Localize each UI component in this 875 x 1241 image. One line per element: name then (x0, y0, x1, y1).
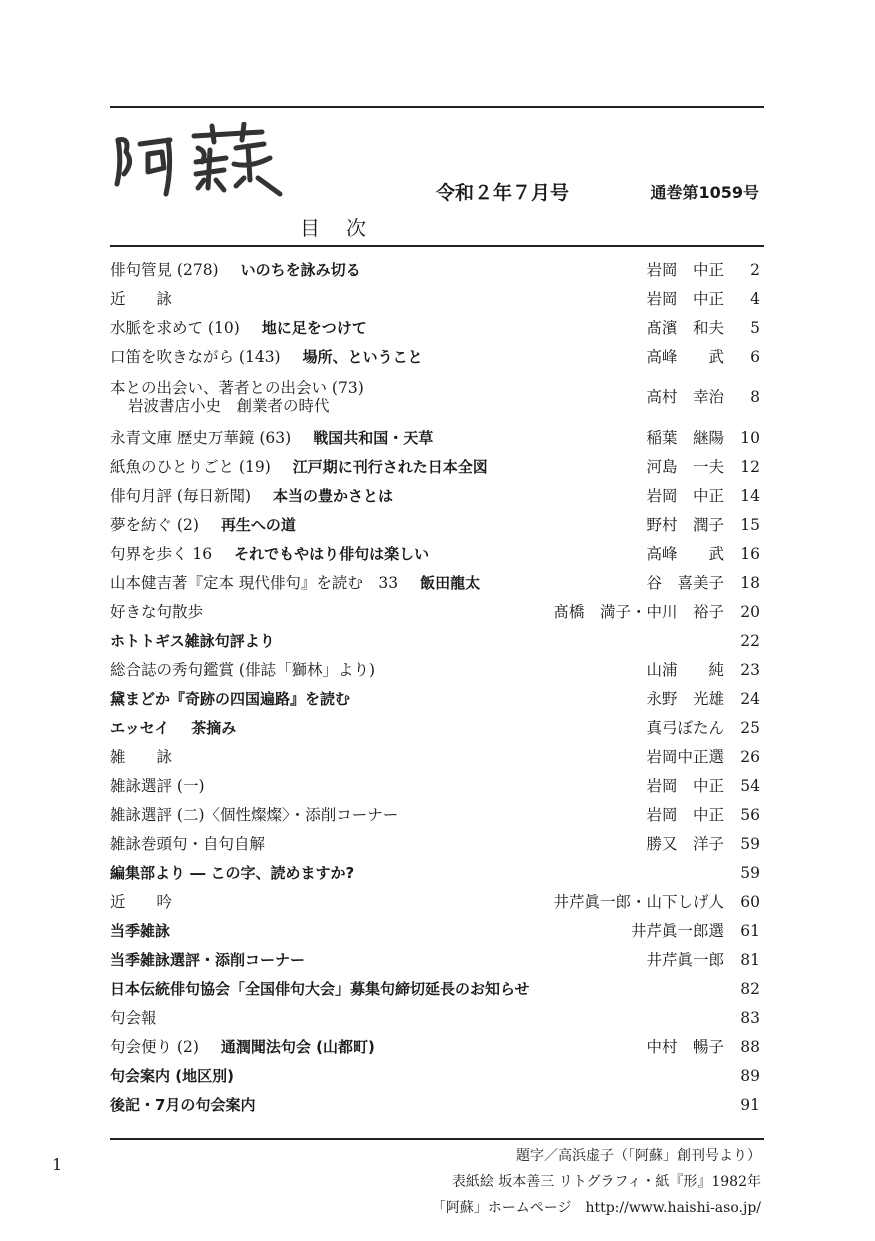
toc-entry-title (110, 262, 638, 280)
toc-entry-author: 山浦 純 (646, 660, 724, 679)
toc-title-text: 山本健吉著『定本 現代俳句』を読む 33 (110, 574, 399, 592)
toc-entry-title (110, 488, 638, 506)
toc-entry-page: 20 (740, 602, 760, 621)
toc-entry-title (110, 459, 638, 477)
toc-entry[interactable] (110, 627, 760, 656)
toc-title-text: 編集部より ― この字、読めますか? (110, 864, 355, 882)
toc-entry-author: 永野 光雄 (646, 689, 724, 708)
toc-entry[interactable] (110, 859, 760, 888)
toc-entry-title (110, 952, 638, 970)
toc-entry-page: 25 (740, 718, 760, 737)
toc-title-text: 雑詠選評 (二)〈個性燦燦〉・添削コーナー (110, 806, 399, 824)
toc-title-text: 好きな句散歩 (110, 603, 204, 621)
header-rule (110, 245, 764, 247)
toc-entry-author: 高峰 武 (646, 544, 724, 563)
toc-entry-page: 15 (740, 515, 760, 534)
toc-entry-title (110, 923, 623, 941)
toc-entry-author: 勝又 洋子 (646, 834, 724, 853)
toc-entry-page: 18 (740, 573, 760, 592)
toc-entry[interactable] (110, 424, 760, 453)
toc-title-text: 紙魚のひとりごと (19) (110, 458, 271, 476)
toc-entry-title (110, 380, 638, 416)
toc-entry[interactable] (110, 888, 760, 917)
homepage-link[interactable]: 「阿蘇」ホームページ http://www.haishi-aso.jp/ (431, 1200, 761, 1216)
toc-subtitle-text: 通潤聞法句会 (山都町) (220, 1038, 375, 1056)
toc-entry[interactable] (110, 540, 760, 569)
toc-entry-page: 83 (740, 1008, 760, 1027)
toc-subtitle-text: いのちを詠み切る (240, 261, 361, 279)
cover-credit: 表紙絵 坂本善三 リトグラフィ・紙『形』1982年 (451, 1174, 761, 1190)
toc-entry-page: 89 (740, 1066, 760, 1085)
toc-subtitle-text: 本当の豊かさとは (273, 487, 394, 505)
toc-entry[interactable] (110, 830, 760, 859)
toc-subtitle-text: 茶摘み (191, 719, 237, 737)
toc-entry-title (110, 981, 716, 999)
credits (432, 1143, 761, 1221)
toc-title-text: 句会案内 (地区別) (110, 1067, 234, 1085)
toc-entry[interactable] (110, 256, 760, 285)
toc-entry-page: 88 (740, 1037, 760, 1056)
top-rule (110, 106, 764, 108)
toc-entry-author: 高村 幸治 (646, 388, 724, 407)
toc-entry-title (110, 320, 638, 338)
toc-entry-title (110, 430, 638, 448)
toc-title-text: 句会報 (110, 1009, 157, 1027)
toc-entry-title (110, 1097, 716, 1115)
toc-entry-author: 岩岡 中正 (646, 289, 724, 308)
toc-title-text: エッセイ (110, 719, 170, 737)
toc-entry-title (110, 517, 638, 535)
toc-title-text: 近 吟 (110, 893, 173, 911)
toc-entry-author: 岩岡中正選 (646, 747, 724, 766)
toc-title-text: 句界を歩く 16 (110, 545, 213, 563)
toc-heading: 目次 (300, 216, 392, 240)
toc-entry-author: 井芹眞一郎選 (630, 921, 724, 940)
toc-entry[interactable] (110, 482, 760, 511)
toc-entry[interactable] (110, 1062, 760, 1091)
toc-entry-title (110, 575, 638, 593)
toc-entry-author: 髙濱 和夫 (646, 318, 724, 337)
toc-entry[interactable] (110, 1004, 760, 1033)
toc-entry-page: 16 (740, 544, 760, 563)
toc-entry[interactable] (110, 917, 760, 946)
toc-entry[interactable] (110, 946, 760, 975)
toc-entry-author: 河島 一夫 (646, 457, 724, 476)
toc-entry[interactable] (110, 372, 760, 424)
toc-title-text: 水脈を求めて (10) (110, 319, 240, 337)
toc-entry-page: 6 (750, 347, 760, 366)
toc-title-text: 俳句月評 (毎日新聞) (110, 487, 252, 505)
toc-subtitle-text: 地に足をつけて (261, 319, 367, 337)
toc-entry-title (110, 1010, 716, 1028)
toc-entry[interactable] (110, 343, 760, 372)
toc-entry-author: 髙橋 満子・中川 裕子 (553, 602, 724, 621)
toc-entry-author: 井芹眞一郎・山下しげ人 (553, 892, 724, 911)
toc-entry-title (110, 604, 545, 622)
toc-entry-title (110, 778, 638, 796)
toc-entry-title (110, 691, 638, 709)
toc-title-text: 口笛を吹きながら (143) (110, 348, 281, 366)
toc-entry-title (110, 1068, 716, 1086)
toc-entry[interactable] (110, 285, 760, 314)
toc-subtitle-text: 再生への道 (220, 516, 296, 534)
issue-date: 令和２年７月号 (436, 182, 570, 204)
toc-entry-author: 岩岡 中正 (646, 776, 724, 795)
toc-entry-page: 24 (740, 689, 760, 708)
toc-title-text: 本との出会い、著者との出会い (73) (110, 380, 364, 398)
toc-entry-page: 14 (740, 486, 760, 505)
toc-entry-title (110, 291, 638, 309)
toc-title-text: 雑詠選評 (一) (110, 777, 205, 795)
toc-title-text: 句会便り (2) (110, 1038, 199, 1056)
toc-entry[interactable] (110, 656, 760, 685)
toc-subtitle-text: 江戸期に刊行された日本全図 (292, 458, 488, 476)
toc-subtitle-text: 飯田龍太 (420, 574, 481, 592)
toc-entry[interactable] (110, 714, 760, 743)
toc-entry[interactable] (110, 685, 760, 714)
toc-title-text: 黛まどか『奇跡の四国遍路』を読む (110, 690, 351, 708)
toc-entry-title (110, 720, 638, 738)
toc-entry[interactable] (110, 975, 760, 1004)
toc-title-text: 日本伝統俳句協会「全国俳句大会」募集句締切延長のお知らせ (110, 980, 530, 998)
toc-entry[interactable] (110, 314, 760, 343)
toc-entry-page: 82 (740, 979, 760, 998)
toc-entry[interactable] (110, 801, 760, 830)
title-credit: 題字／高浜虚子（「阿蘇」創刊号より） (516, 1148, 761, 1164)
toc-title-text: ホトトギス雑詠句評より (110, 632, 275, 650)
toc-entry-page: 91 (740, 1095, 760, 1114)
toc-entry-author: 岩岡 中正 (646, 260, 724, 279)
toc-entry-page: 5 (750, 318, 760, 337)
toc-entry-page: 10 (740, 428, 760, 447)
toc-entry-author: 稲葉 継陽 (646, 428, 724, 447)
toc-title-text: 近 詠 (110, 290, 173, 308)
toc-title-text: 夢を紡ぐ (2) (110, 516, 199, 534)
toc-entry[interactable] (110, 1033, 760, 1062)
toc-entry[interactable] (110, 772, 760, 801)
toc-title-text: 後記・7月の句会案内 (110, 1096, 256, 1114)
toc-entry-author: 真弓ぼたん (646, 718, 724, 737)
toc-entry-page: 12 (740, 457, 760, 476)
toc-entry-page: 22 (740, 631, 760, 650)
toc-entry-title (110, 1039, 638, 1057)
toc-entry-title (110, 349, 638, 367)
toc-entry-author: 野村 潤子 (646, 515, 724, 534)
toc-entry-title (110, 546, 638, 564)
toc-entry-title (110, 633, 716, 651)
toc-title-text: 永青文庫 歴史万華鏡 (63) (110, 429, 292, 447)
toc-title-text: 総合誌の秀句鑑賞 (俳誌「獅林」より) (110, 661, 376, 679)
toc-title-text: 当季雑詠 (110, 922, 171, 940)
toc-title-text: 雑 詠 (110, 748, 173, 766)
toc-entry-author: 谷 喜美子 (646, 573, 724, 592)
toc-entry[interactable] (110, 743, 760, 772)
toc-entry-author: 高峰 武 (646, 347, 724, 366)
toc-entry-page: 59 (740, 834, 760, 853)
table-of-contents (110, 256, 760, 1120)
toc-entry[interactable] (110, 453, 760, 482)
toc-entry-page: 54 (740, 776, 760, 795)
toc-title-text: 雑詠巻頭句・自句自解 (110, 835, 266, 853)
toc-entry-page: 4 (750, 289, 760, 308)
toc-entry-title (110, 807, 638, 825)
toc-entry-title (110, 865, 716, 883)
toc-title-text: 当季雑詠選評・添削コーナー (110, 951, 306, 969)
volume-number: 通巻第1059号 (650, 183, 759, 202)
toc-entry[interactable] (110, 1091, 760, 1120)
toc-entry-page: 56 (740, 805, 760, 824)
toc-entry-page: 59 (740, 863, 760, 882)
toc-entry[interactable] (110, 511, 760, 540)
toc-entry-author: 井芹眞一郎 (646, 950, 724, 969)
bottom-rule (110, 1138, 764, 1140)
toc-entry[interactable] (110, 598, 760, 627)
toc-subtitle-text: 戦国共和国・天草 (313, 429, 434, 447)
toc-entry-author: 岩岡 中正 (646, 805, 724, 824)
toc-entry-page: 81 (740, 950, 760, 969)
toc-entry-title (110, 749, 638, 767)
toc-entry-author: 中村 暢子 (646, 1037, 724, 1056)
toc-title-text: 俳句管見 (278) (110, 261, 219, 279)
page-number: 1 (52, 1155, 63, 1174)
toc-subtitle-text: 岩波書店小史 創業者の時代 (128, 397, 330, 415)
toc-subtitle-text: それでもやはり俳句は楽しい (234, 545, 430, 563)
toc-entry-page: 2 (750, 260, 760, 279)
toc-entry-page: 60 (740, 892, 760, 911)
toc-subtitle-text: 場所、ということ (302, 348, 423, 366)
toc-entry-author: 岩岡 中正 (646, 486, 724, 505)
toc-entry[interactable] (110, 569, 760, 598)
toc-entry-page: 23 (740, 660, 760, 679)
toc-entry-title (110, 662, 638, 680)
toc-entry-title (110, 836, 638, 854)
toc-entry-page: 61 (740, 921, 760, 940)
masthead-logo (112, 122, 292, 202)
toc-entry-page: 8 (750, 388, 760, 407)
toc-entry-page: 26 (740, 747, 760, 766)
toc-entry-title (110, 894, 545, 912)
